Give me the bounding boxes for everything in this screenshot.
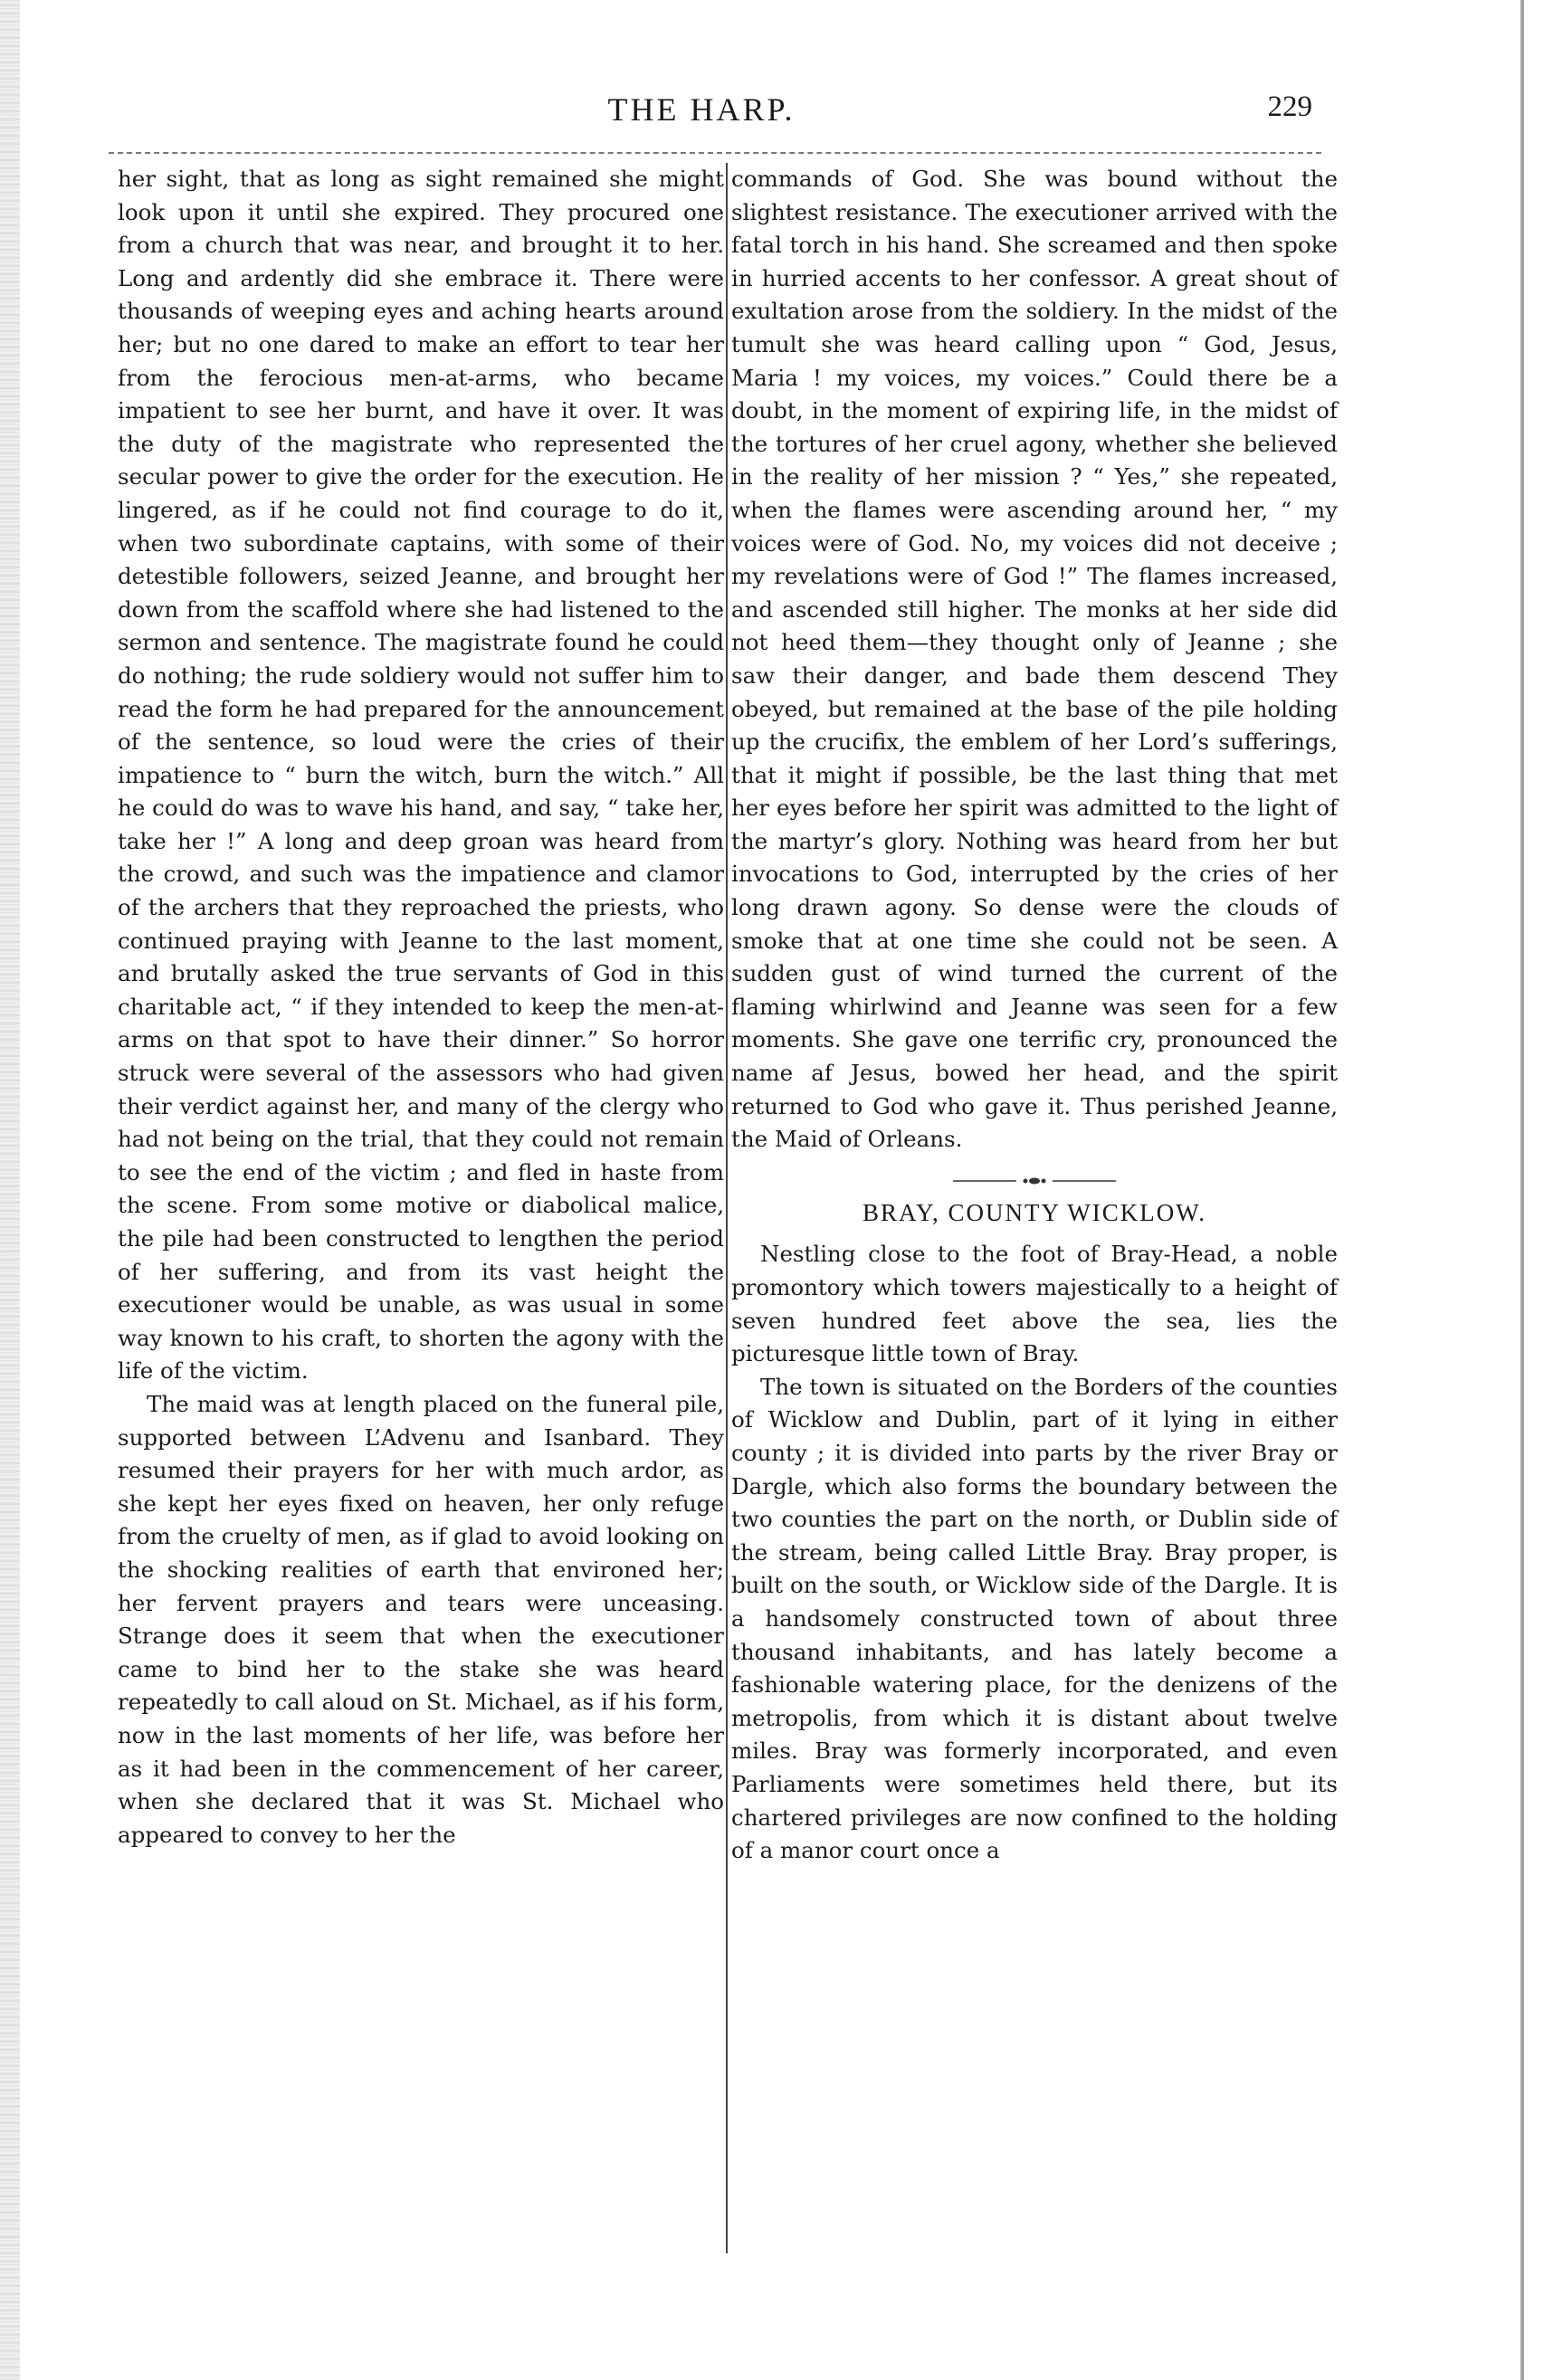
section-heading: BRAY, COUNTY WICKLOW.	[862, 1198, 1207, 1226]
page-header	[91, 90, 1312, 136]
left-column	[118, 163, 724, 1852]
right-column	[731, 163, 1338, 1868]
scan-edge-right	[1520, 0, 1524, 2380]
left-paragraph-2: The maid was at length placed on the funeral pile, supported between L’Advenu and Isanbard. They resumed their prayers for her with much ardor, as she kept her eyes fixed on heaven, her only refuge from the cruelty of men, as if glad to avoid looking on the shocking realities of earth that environed her; her fervent prayers and tears were unceasing. Strange does it seem that when the executioner came to bind her to the stake she was heard repeatedly to call aloud on St. Michael, as if his form, now in the last moments of her life, was before her as it had been in the commencement of her career, when she declared that it was St. Michael who appeared to convey to her the	[118, 1390, 724, 1848]
running-title: THE HARP.	[607, 91, 796, 128]
header-rule	[109, 152, 1321, 154]
scan-edge-left	[0, 0, 20, 2380]
right-paragraph-1: commands of God. She was bound without the slightest resistance. The executioner arrived with the fatal torch in his hand. She screamed and then spoke in hurried accents to her confessor. A great shout of exultation arose from the soldiery. In the midst of the tumult she was heard calling upon “ God, Jesus, Maria ! my voices, my voices.” Could there be a doubt, in the moment of expiring life, in the midst of the tortures of her cruel agony, whether she believed in the reality of her mission ? “ Yes,” she repeated, when the flames were ascending around her, “ my voices were of God. No, my voices did not deceive ; my revelations were of God !” The flames increased, and ascended still higher. The monks at her side did not heed them—they thought only of Jeanne ; she saw their danger, and bade them descend They obeyed, but remained at the base of the pile holding up the crucifix, the emblem of her Lord’s sufferings, that it might if possible, be the last thing that met her eyes before her spirit was admitted to the light of the martyr’s glory. Nothing was heard from her but invocations to God, interrupted by the cries of her long drawn agony. So dense were the clouds of smoke that at one time she could not be seen. A sudden gust of wind turned the current of the flaming whirlwind and Jeanne was seen for a few moments. She gave one terrific cry, pronounced the name af Jesus, bowed her head, and the spirit returned to God who gave it. Thus perished Jeanne, the Maid of Orleans.	[731, 166, 1338, 1153]
section-paragraph-1: Nestling close to the foot of Bray-Head, a noble promontory which towers majestically to a height of seven hundred feet above the sea, lies the picturesque little town of Bray.	[731, 1241, 1338, 1367]
left-paragraph-1: her sight, that as long as sight remained she might look upon it until she expired. They procured one from a church that was near, and brought it to her. Long and ardently did she embrace it. There were thousands of weeping eyes and aching hearts around her; but no one dared to make an effort to tear her from the ferocious men-at-arms, who became impatient to see her burnt, and have it over. It was the duty of the magistrate who represented the secular power to give the order for the execution. He lingered, as if he could not find courage to do it, when two subordinate captains, with some of their detestible followers, seized Jeanne, and brought her down from the scaffold where she had listened to the sermon and sentence. The magistrate found he could do nothing; the rude soldiery would not suffer him to read the form he had prepared for the announcement of the sentence, so loud were the cries of their impatience to “ burn the witch, burn the witch.” All he could do was to wave his hand, and say, “ take her, take her !” A long and deep groan was heard from the crowd, and such was the impatience and clamor of the archers that they reproached the priests, who continued praying with Jeanne to the last moment, and brutally asked the true servants of God in this charitable act, “ if they intended to keep the men-at-arms on that spot to have their dinner.” So horror struck were several of the assessors who had given their verdict against her, and many of the clergy who had not being on the trial, that they could not remain to see the end of the victim ; and fled in haste from the scene. From some motive or diabolical malice, the pile had been constructed to lengthen the period of her suffering, and from its vast height the executioner would be unable, as was usual in some way known to his craft, to shorten the agony with the life of the victim.	[118, 166, 724, 1385]
page-number: 229	[1267, 90, 1312, 123]
column-divider	[726, 163, 728, 2253]
section-paragraph-2: The town is situated on the Borders of the counties of Wicklow and Dublin, part of it lying in either county ; it is divided into parts by the river Bray or Dargle, which also forms the boundary between the two counties the part on the north, or Dublin side of the stream, being called Little Bray. Bray proper, is built on the south, or Wicklow side of the Dargle. It is a handsomely constructed town of about three thousand inhabitants, and has lately become a fashionable watering place, for the denizens of the metropolis, from which it is distant about twelve miles. Bray was formerly incorporated, and even Parliaments were sometimes held there, but its chartered privileges are now confined to the holding of a manor court once a	[731, 1373, 1338, 1864]
section-ornament	[953, 1176, 1116, 1185]
